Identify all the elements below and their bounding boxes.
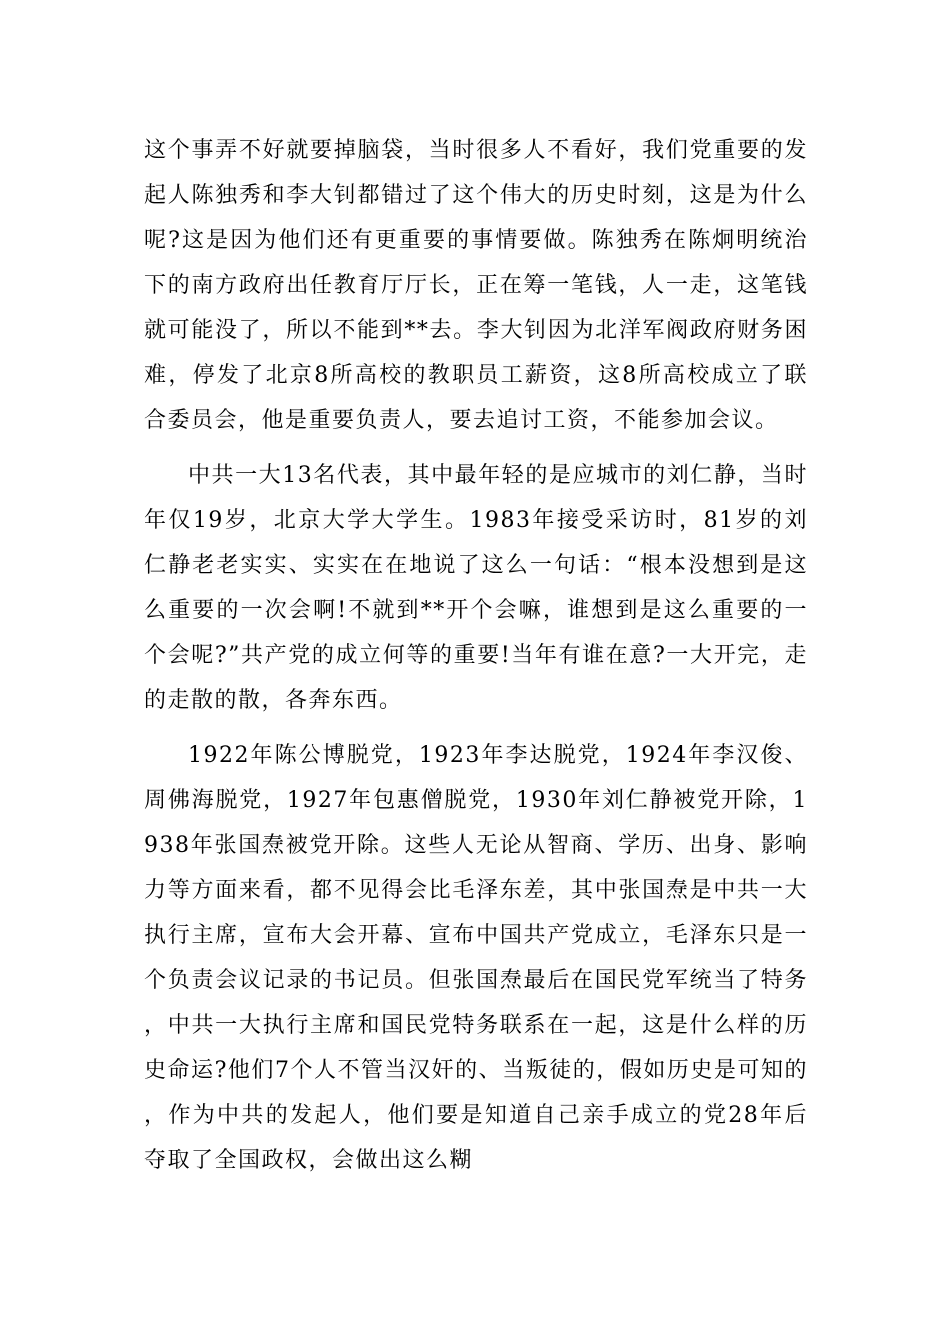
- body-text: [144, 128, 808, 1183]
- paragraph-founders-fate: 1922年陈公博脱党，1923年李达脱党，1924年李汉俊、周佛海脱党，1927年包惠僧脱党，1930年刘仁静被党开除，1938年张国焘被党开除。这些人无论从智商、学历、出身、影响力等方面来看，都不见得会比毛泽东差，其中张国焘是中共一大执行主席，宣布大会开幕、宣布中国共产党成立，毛泽东只是一个负责会议记录的书记员。但张国焘最后在国民党军统当了特务，中共一大执行主席和国民党特务联系在一起，这是什么样的历史命运?他们7个人不管当汉奸的、当叛徒的，假如历史是可知的，作为中共的发起人，他们要是知道自己亲手成立的党28年后夺取了全国政权，会做出这么糊: [144, 743, 808, 1173]
- paragraph-liu-renjing: 中共一大13名代表，其中最年轻的是应城市的刘仁静，当时年仅19岁，北京大学大学生。1983年接受采访时，81岁的刘仁静老老实实、实实在在地说了这么一句话：“根本没想到是这么重要的一次会啊!不就到**开个会嘛，谁想到是这么重要的一个会呢?”共产党的成立何等的重要!当年有谁在意?一大开完，走的走散的散，各奔东西。: [144, 463, 808, 713]
- paragraph-continuation: 这个事弄不好就要掉脑袋，当时很多人不看好，我们党重要的发起人陈独秀和李大钊都错过了这个伟大的历史时刻，这是为什么呢?这是因为他们还有更重要的事情要做。陈独秀在陈炯明统治下的南方政府出任教育厅厅长，正在筹一笔钱，人一走，这笔钱就可能没了，所以不能到**去。李大钊因为北洋军阀政府财务困难，停发了北京8所高校的教职员工薪资，这8所高校成立了联合委员会，他是重要负责人，要去追讨工资，不能参加会议。: [144, 138, 808, 433]
